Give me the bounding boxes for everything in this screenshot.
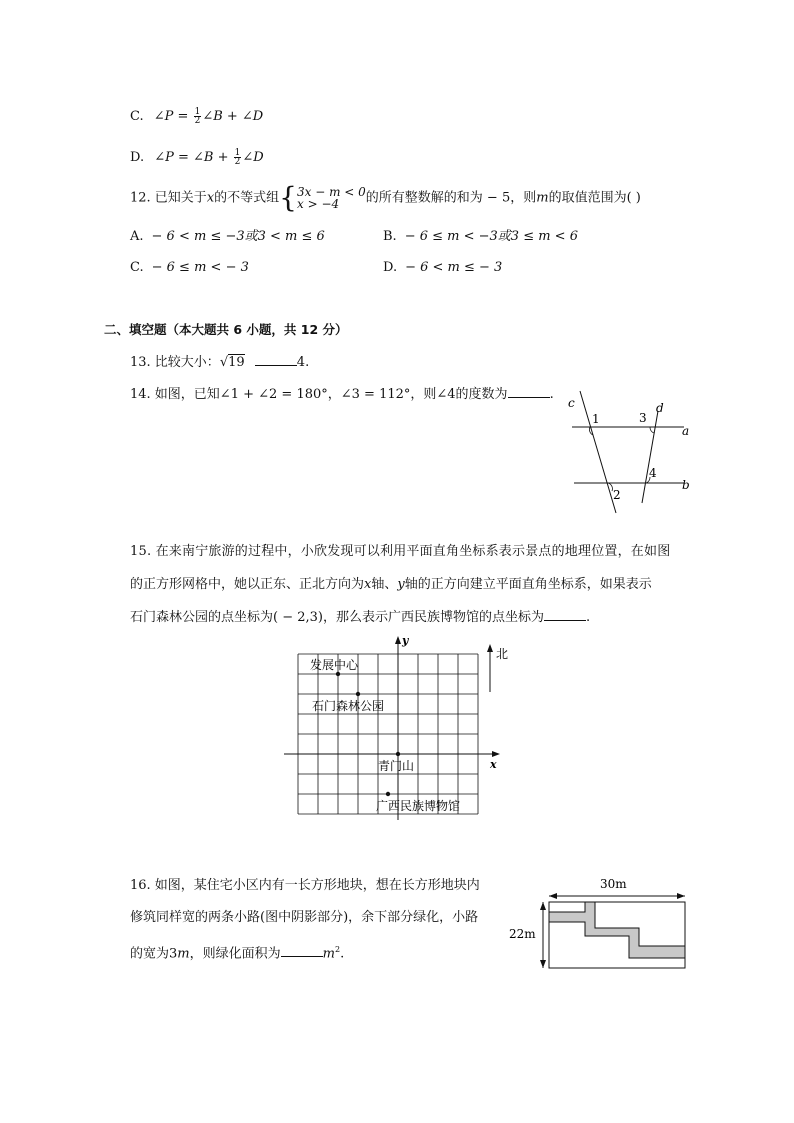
label-a: a <box>682 424 690 438</box>
answer-blank <box>255 353 297 366</box>
q13-stem: 13. 比较大小：√19 4. <box>130 355 310 370</box>
point-fazhan <box>336 672 340 676</box>
angle-3: 3 <box>639 411 647 425</box>
q16-line3: 的宽为3m，则绿化面积为 $m^2$. <box>130 945 345 962</box>
fraction-half: $\frac{1}{2}$ <box>234 148 241 167</box>
q15-line1: 15. 在来南宁旅游的过程中，小欣发现可以利用平面直角坐标系表示景点的地理位置，在如图 <box>130 544 671 559</box>
y-axis-label: y <box>402 634 409 647</box>
fraction-half: $\frac{1}{2}$ <box>194 107 201 126</box>
q16-line1: 16. 如图，某住宅小区内有一长方形地块，想在长方形地块内 <box>130 878 480 893</box>
q11-option-d: D. ∠P = ∠B + $\frac{1}{2}$ ∠D <box>130 148 264 167</box>
q12-option-c: C. − 6 ≤ m < − 3 <box>130 260 249 275</box>
width-label: 30m <box>600 877 627 891</box>
height-label: 22m <box>509 927 536 941</box>
label-c: c <box>568 396 575 410</box>
point-shimen <box>356 692 360 696</box>
q11-option-c: C. ∠P = $\frac{1}{2}$ ∠B + ∠D <box>130 107 264 126</box>
angle-2: 2 <box>613 488 621 502</box>
sqrt-sign: √ <box>219 355 229 370</box>
q15-line3: 石门森林公园的点坐标为( − 2,3)，那么表示广西民族博物馆的点坐标为 . <box>130 610 591 625</box>
label-qingmenshan: 青门山 <box>378 759 415 773</box>
grid-lines <box>298 654 478 814</box>
x-axis-label: x <box>490 758 497 771</box>
label-fazhan: 发展中心 <box>310 658 359 672</box>
coordinate-grid-figure <box>280 630 520 830</box>
y-axis-arrow <box>395 636 401 644</box>
label-b: b <box>682 478 690 492</box>
x-axis-arrow <box>492 751 500 757</box>
angle-4: 4 <box>649 466 657 480</box>
point-museum <box>386 792 390 796</box>
section-heading: 二、填空题（本大题共 6 小题，共 12 分） <box>104 322 348 337</box>
label-shimen: 石门森林公园 <box>312 699 385 713</box>
q15-line2: 的正方形网格中，她以正东、正北方向为x轴、y轴的正方向建立平面直角坐标系，如果表示 <box>130 577 652 592</box>
label-museum: 广西民族博物馆 <box>376 799 461 813</box>
answer-blank <box>544 608 586 621</box>
q12-option-d: D. − 6 < m ≤ − 3 <box>383 260 503 275</box>
parallel-lines-figure <box>560 385 700 517</box>
point-qingmenshan <box>396 752 400 756</box>
answer-blank <box>508 385 550 398</box>
label-d: d <box>656 401 664 415</box>
north-label: 北 <box>496 647 509 661</box>
rectangle-roads-figure <box>505 872 695 974</box>
angle-1: 1 <box>592 412 600 426</box>
q12-stem: 12. 已知关于x的不等式组{ 3x − m < 0 x > −4 的所有整数解的和为 − 5，则m的取值范围为( ) <box>130 181 641 214</box>
answer-blank <box>281 944 323 957</box>
q12-option-a: A. − 6 < m ≤ −3或3 < m ≤ 6 <box>130 229 325 244</box>
q16-line2: 修筑同样宽的两条小路(图中阴影部分)，余下部分绿化，小路 <box>130 910 479 925</box>
inequality-system: { 3x − m < 0 x > −4 <box>279 181 366 214</box>
q12-option-b: B. − 6 ≤ m < −3或3 ≤ m < 6 <box>383 229 578 244</box>
q14-stem: 14. 如图，已知∠1 + ∠2 = 180°，∠3 = 112°，则∠4的度数为 . <box>130 387 554 402</box>
